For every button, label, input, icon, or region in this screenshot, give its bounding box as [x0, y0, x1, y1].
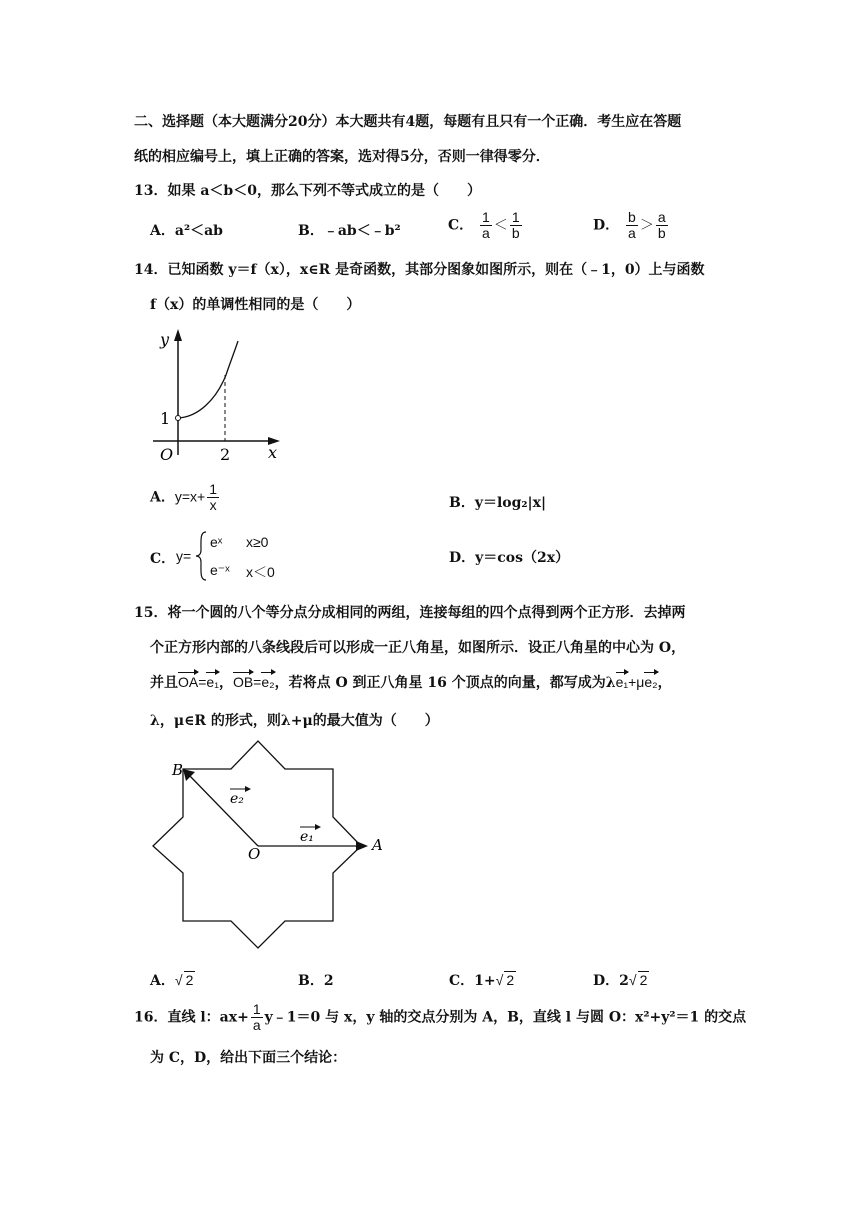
option-label: B． — [449, 495, 475, 511]
q16-stem-line2: 为 C，D，给出下面三个结论： — [150, 1050, 347, 1066]
option-text: y＝log₂|x| — [474, 495, 547, 511]
q14-option-d — [449, 547, 569, 567]
vector-e2: e₂ — [644, 670, 657, 690]
origin-label: O — [160, 445, 174, 464]
q15-option-b: B．2 — [298, 973, 334, 989]
y-axis-arrow — [174, 329, 182, 341]
arrowhead — [245, 786, 251, 792]
option-label: A． — [150, 489, 175, 506]
function-curve — [178, 341, 238, 418]
label-b: B — [172, 761, 184, 779]
q16-stem-line1: 16．直线 l：ax+ $\frac{1}{a}$ y﹣1＝0 与 x，y 轴的交点分别为 A，B，直线 l 与圆 O：x²+y²＝1 的交点 — [134, 1001, 747, 1033]
q13-option-d: D． $\frac{b}{a}$ ＞ $\frac{a}{b}$ — [593, 209, 666, 241]
q15-stem-line2: 个正方形内部的八条线段后可以形成一正八角星，如图所示．设正八角星的中心为 O， — [150, 640, 686, 656]
q13-option-a — [150, 220, 223, 240]
q15-stem-line4: λ，μ∈R 的形式，则λ+μ的最大值为（ ） — [150, 713, 439, 729]
fraction: $\frac{1}{b}$ — [511, 209, 520, 241]
section-header-line1: 二、选择题（本大题满分20分）本大题共有4题，每题有且只有一个正确．考生应在答题 — [134, 114, 682, 130]
option-label: A． — [150, 973, 175, 989]
q15-option-d: D．2√ 2 — [593, 972, 648, 989]
q14-function-graph — [148, 325, 288, 465]
option-label: D． — [449, 550, 476, 566]
fraction: $\frac{1}{x}$ — [209, 481, 218, 513]
label-e1: e₁ — [300, 829, 314, 845]
q14-option-b — [449, 492, 546, 512]
option-label: B． — [298, 223, 324, 239]
vector-e1: e₁ — [206, 670, 219, 690]
open-point — [176, 416, 181, 421]
fraction: $\frac{a}{b}$ — [657, 209, 666, 241]
x-tick-label: 2 — [220, 445, 231, 464]
fraction: $\frac{b}{a}$ — [628, 209, 636, 241]
q15-option-c: C．1+√ 2 — [449, 972, 515, 989]
arrowhead — [315, 824, 321, 830]
option-text: y＝cos（2x） — [475, 550, 570, 566]
vector-e2: e₂ — [261, 670, 274, 690]
brace — [194, 530, 208, 582]
option-label: D． — [593, 973, 620, 989]
q14-stem-line1: 14．已知函数 y＝f（x），x∈R 是奇函数，其部分图象如图所示，则在（﹣1，0）上与函数 — [134, 262, 705, 278]
q15-octagram-figure — [150, 733, 390, 958]
arrowhead — [356, 841, 368, 851]
option-text: a²＜ab — [174, 223, 223, 239]
label-e2: e₂ — [230, 791, 244, 807]
y-tick-label: 1 — [160, 409, 171, 428]
x-axis-label: x — [268, 443, 278, 462]
q13-option-b — [298, 220, 401, 240]
label-o: O — [248, 845, 261, 863]
option-label: D． — [593, 217, 620, 234]
q15-stem-line3: 并且OA=e₁，OB=e₂，若将点 O 到正八角星 16 个顶点的向量，都写成为λe₁+μe₂， — [150, 670, 672, 692]
q15-option-a: A．√ 2 — [150, 972, 194, 989]
fraction: $\frac{1}{a}$ — [482, 209, 490, 241]
option-label: C． — [448, 217, 474, 234]
option-label: A． — [150, 223, 175, 239]
option-label: C． — [449, 973, 475, 989]
option-label: C． — [150, 551, 176, 567]
q13-option-c: C． $\frac{1}{a}$ ＜ $\frac{1}{b}$ — [448, 209, 520, 241]
vector-ob: OB — [233, 670, 253, 690]
label-a: A — [372, 836, 383, 854]
section-header-line2: 纸的相应编号上，填上正确的答案，选对得5分，否则一律得零分． — [134, 149, 550, 165]
vector-e1: e₁ — [616, 670, 629, 690]
q15-stem-line1: 15．将一个圆的八个等分点分成相同的两组，连接每组的四个点得到两个正方形．去掉两 — [134, 605, 686, 621]
vector-oa: OA — [178, 670, 198, 690]
y-axis-label: y — [160, 330, 170, 349]
option-label: B． — [298, 973, 324, 989]
fraction: $\frac{1}{a}$ — [252, 1001, 261, 1033]
vector-ob-line — [188, 774, 258, 846]
q14-option-a: A．y=x+ $\frac{1}{x}$ — [150, 481, 218, 513]
q13-stem: 13．如果 a＜b＜0，那么下列不等式成立的是（ ） — [134, 183, 481, 199]
q14-stem-line2: f（x）的单调性相同的是（ ） — [150, 297, 361, 313]
option-text: ﹣ab＜﹣b² — [323, 223, 401, 239]
